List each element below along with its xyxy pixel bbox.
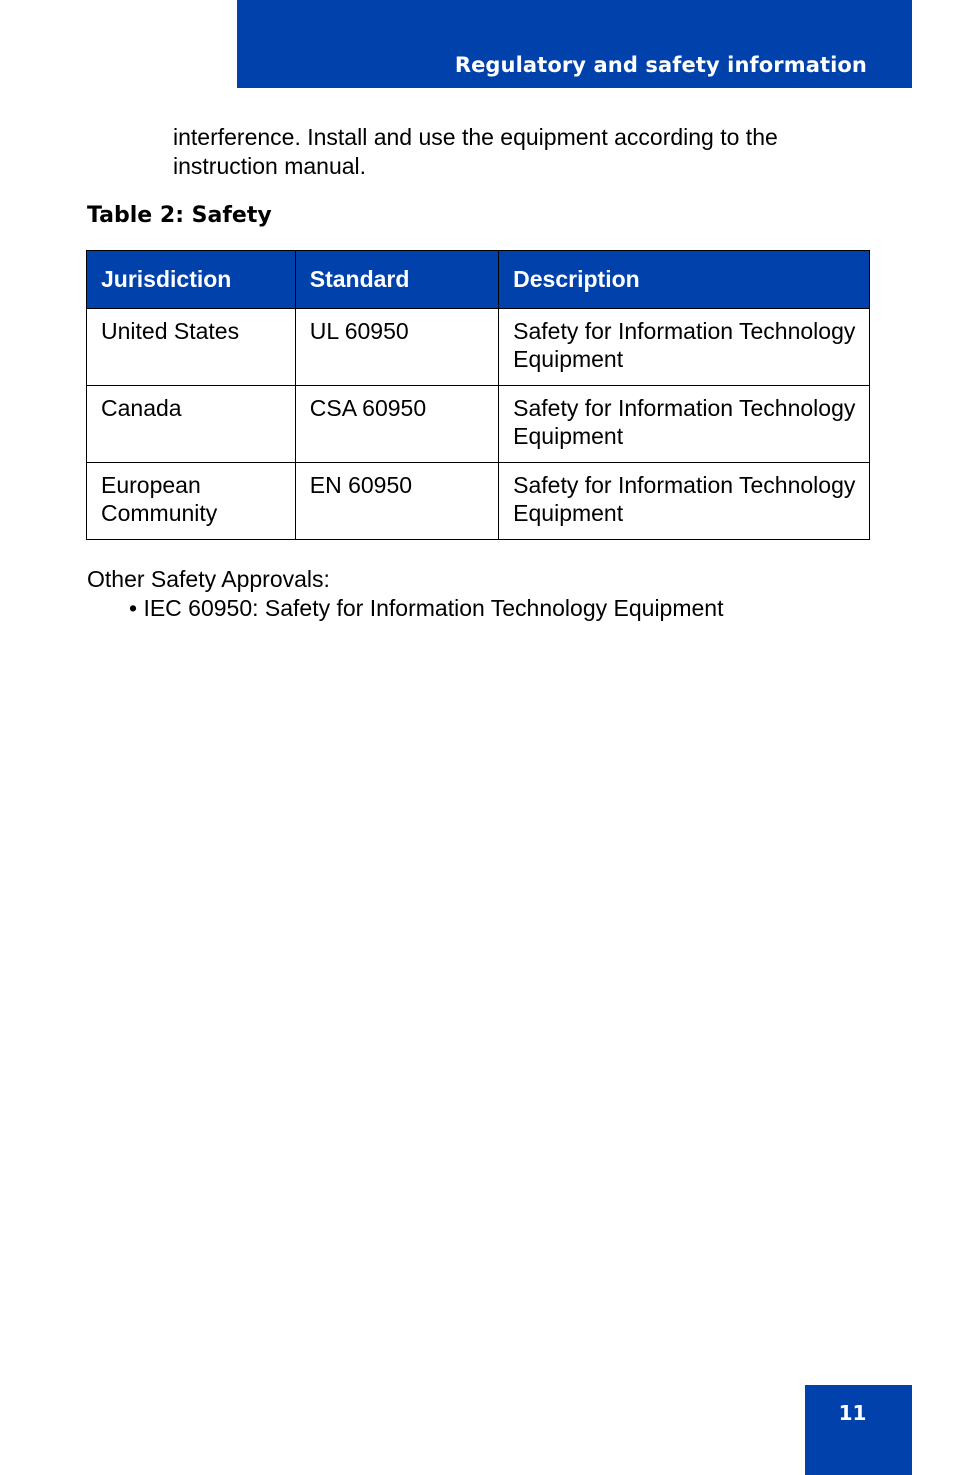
cell-jurisdiction: United States (87, 309, 296, 386)
approval-list-item: • IEC 60950: Safety for Information Technology Equipment (129, 595, 724, 621)
cell-description: Safety for Information Technology Equipment (499, 463, 870, 540)
table-row (87, 463, 870, 540)
safety-table (86, 250, 870, 540)
page-number-box (805, 1385, 912, 1475)
table-row (87, 386, 870, 463)
header-jurisdiction: Jurisdiction (87, 251, 296, 309)
cell-jurisdiction: European Community (87, 463, 296, 540)
cell-standard: EN 60950 (295, 463, 498, 540)
section-title: Regulatory and safety information (454, 53, 867, 77)
header-description: Description (499, 251, 870, 309)
cell-standard: CSA 60950 (295, 386, 498, 463)
table-header-row (87, 251, 870, 309)
other-approvals-label: Other Safety Approvals: (87, 566, 330, 592)
header-bar (237, 0, 912, 88)
table-caption: Table 2: Safety (87, 203, 272, 228)
cell-standard: UL 60950 (295, 309, 498, 386)
table-row (87, 309, 870, 386)
cell-description: Safety for Information Technology Equipment (499, 386, 870, 463)
cell-description: Safety for Information Technology Equipment (499, 309, 870, 386)
intro-paragraph: interference. Install and use the equipment according to the instruction manual. (173, 124, 778, 179)
header-standard: Standard (295, 251, 498, 309)
cell-jurisdiction: Canada (87, 386, 296, 463)
page-number: 11 (838, 1401, 867, 1425)
